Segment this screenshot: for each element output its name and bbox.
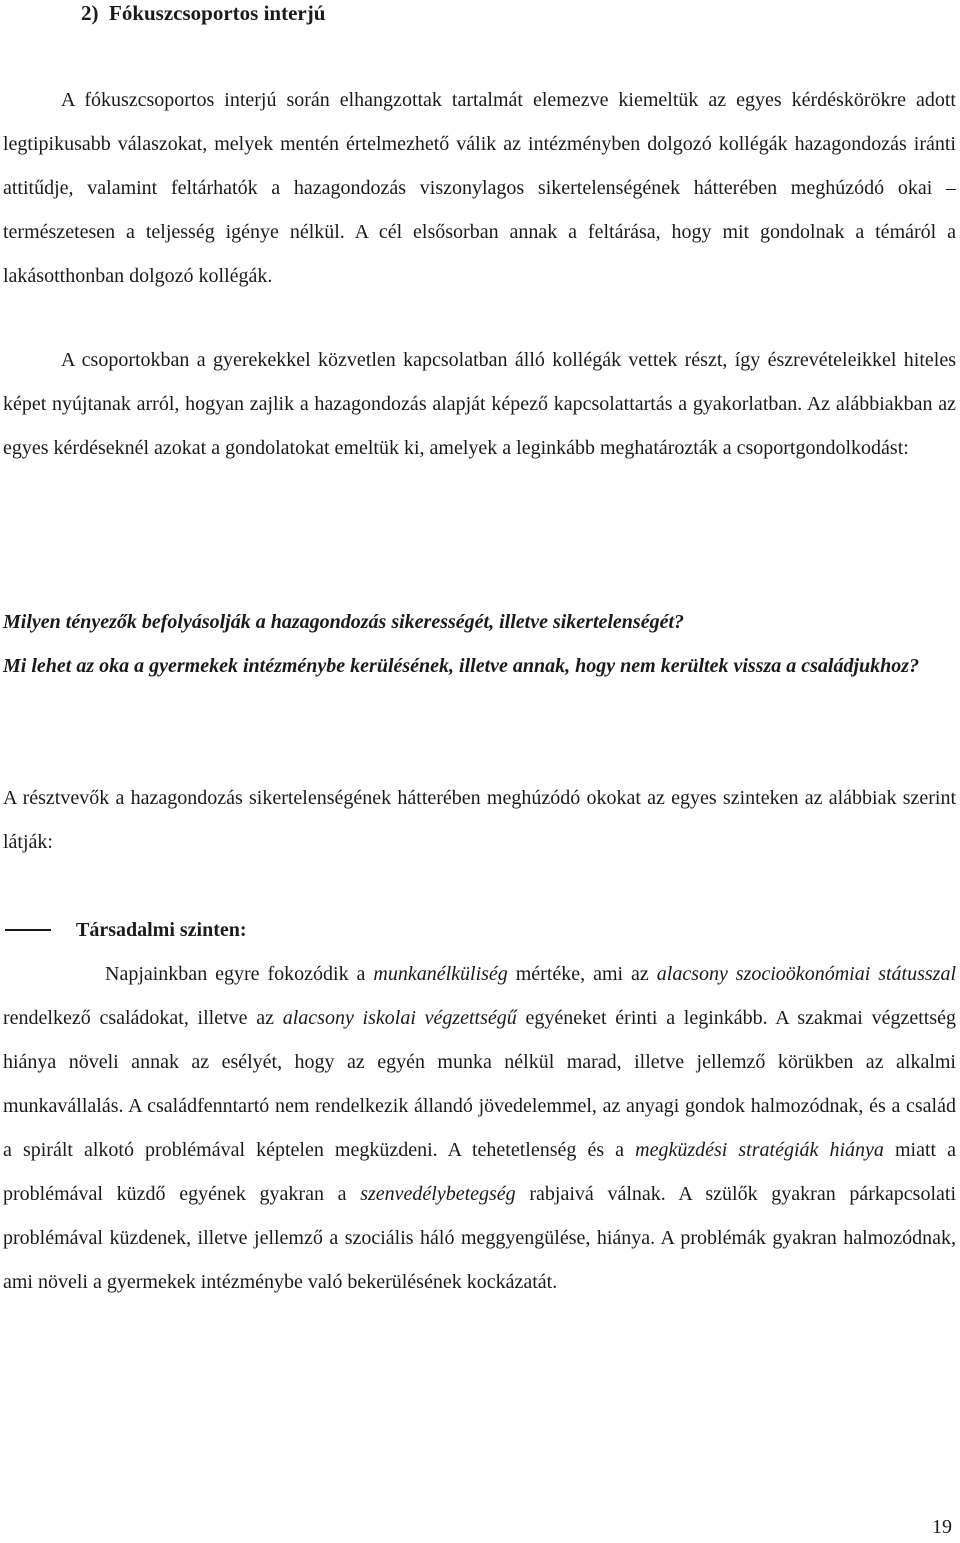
paragraph-social-level — [3, 952, 956, 1304]
emphasis-low-education: alacsony iskolai végzettségű — [282, 1007, 517, 1029]
text-run: rendelkező családokat, illetve az — [3, 1007, 283, 1029]
text-run: miatt a problémával küzdő egyének gyakran a — [3, 1139, 957, 1205]
paragraph-groups: A csoportokban a gyerekekkel közvetlen kapcsolatban álló kollégák vettek részt, így észrevételeikkel hiteles képet nyújtanak arról, hogyan zajlik a hazagondozás alapját képező kapcsolattartás a gyakorlatban. Az alábbiakban az egyes kérdéseknél azokat a gondolatokat emeltük ki, amelyek a leginkább meghatározták a csoportgondolkodást: — [3, 349, 956, 459]
question-placement-reasons: Mi lehet az oka a gyermekek intézménybe kerülésének, illetve annak, hogy nem kerültek vissza a családjukhoz? — [3, 655, 920, 677]
emphasis-low-status: alacsony szocioökonómiai státusszal — [656, 963, 956, 985]
page-number: 19 — [932, 1516, 952, 1538]
list-item-social-level — [3, 908, 956, 952]
paragraph-intro: A fókuszcsoportos interjú során elhangzottak tartalmát elemezve kiemeltük az egyes kérdéskörökre adott legtipikusabb válaszokat, melyek mentén értelmezhető válik az intézményben dolgozó kollégák hazagondozás iránti attitűdje, valamint feltárhatók a hazagondozás viszonylagos sikertelenségének hátterében meghúzódó okai – természetesen a teljesség igénye nélkül. A cél elsősorban annak a feltárása, hogy mit gondolnak a témáról a lakásotthonban dolgozó kollégák. — [3, 89, 956, 287]
text-run: mértéke, ami az — [507, 963, 657, 985]
text-run: rabjaivá válnak. A szülők gyakran párkapcsolati problémával küzdenek, illetve jellemző a szociális háló meggyengülése, hiánya. A problémák gyakran halmozódnak, ami növeli a gyermekek intézménybe való bekerülésének kockázatát. — [3, 1183, 957, 1293]
question-success-factors: Milyen tényezők befolyásolják a hazagondozás sikerességét, illetve sikertelenségét? — [3, 611, 685, 633]
emphasis-coping-strategies: megküzdési stratégiák hiánya — [635, 1139, 884, 1161]
text-run: Napjainkban egyre fokozódik a — [105, 963, 374, 985]
section-heading: 2) Fókuszcsoportos interjú — [81, 1, 326, 25]
paragraph-participants: A résztvevők a hazagondozás sikertelenségének hátterében meghúzódó okokat az egyes szinteken az alábbiak szerint látják: — [3, 787, 956, 853]
text-run: egyéneket érinti a leginkább. A szakmai végzettség hiánya növeli annak az esélyét, hogy az egyén munka nélkül marad, illetve jellemző körükben az alkalmi munkavállalás. A családfenntartó nem rendelkezik állandó jövedelemmel, az anyagi gondok halmozódnak, és a család a spirált alkotó problémával képtelen megküzdeni. A tehetetlenség és a — [3, 1007, 956, 1161]
emphasis-unemployment: munkanélküliség — [373, 963, 508, 985]
list-heading-social: Társadalmi szinten: — [76, 919, 247, 941]
emphasis-addiction: szenvedélybetegség — [360, 1183, 516, 1205]
